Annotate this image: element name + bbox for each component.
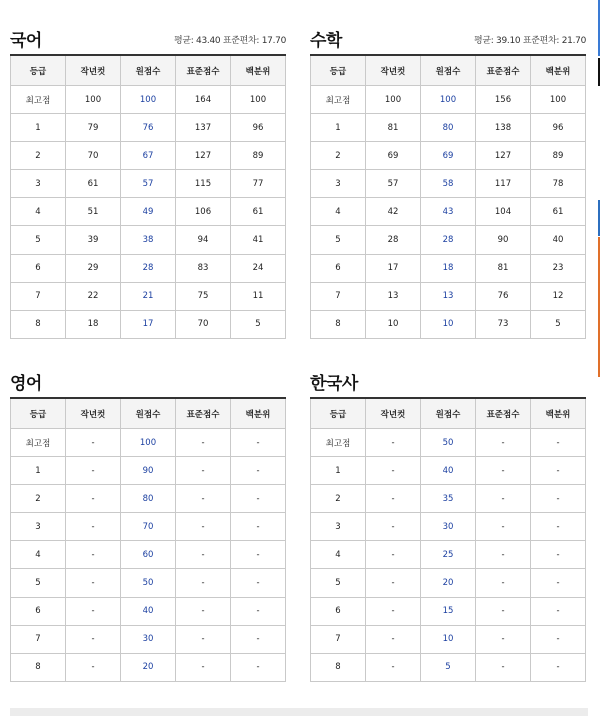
table-header-row: [11, 55, 286, 86]
standard-score-cell: 81: [476, 254, 531, 282]
last-year-cut-cell: 69: [366, 142, 421, 170]
standard-score-cell: -: [476, 569, 531, 597]
last-year-cut-cell: -: [366, 429, 421, 457]
column-header-last-year-cut: 작년컷: [366, 398, 421, 429]
column-header-raw-score: 원점수: [421, 55, 476, 86]
percentile-cell: -: [531, 513, 586, 541]
percentile-cell: 11: [231, 282, 286, 310]
table-header-row: [11, 398, 286, 429]
standard-score-cell: -: [476, 485, 531, 513]
raw-score-cell: 21: [121, 282, 176, 310]
standard-score-cell: 90: [476, 226, 531, 254]
subject-math: [310, 26, 586, 339]
table-row: [11, 653, 286, 681]
column-header-standard-score: 표준점수: [176, 398, 231, 429]
raw-score-cell: 100: [421, 86, 476, 114]
last-year-cut-cell: -: [366, 625, 421, 653]
column-header-percentile: 백분위: [531, 398, 586, 429]
last-year-cut-cell: -: [66, 485, 121, 513]
percentile-cell: 5: [231, 310, 286, 338]
table-row: [311, 485, 586, 513]
percentile-cell: 100: [231, 86, 286, 114]
last-year-cut-cell: -: [66, 513, 121, 541]
last-year-cut-cell: 13: [366, 282, 421, 310]
table-row: [311, 429, 586, 457]
table-row: [11, 170, 286, 198]
raw-score-cell: 20: [421, 569, 476, 597]
last-year-cut-cell: -: [366, 513, 421, 541]
percentile-cell: 41: [231, 226, 286, 254]
table-row: [11, 198, 286, 226]
last-year-cut-cell: 57: [366, 170, 421, 198]
table-row: [11, 114, 286, 142]
last-year-cut-cell: 100: [366, 86, 421, 114]
last-year-cut-cell: 42: [366, 198, 421, 226]
standard-score-cell: 137: [176, 114, 231, 142]
percentile-cell: -: [231, 457, 286, 485]
raw-score-cell: 90: [121, 457, 176, 485]
raw-score-cell: 38: [121, 226, 176, 254]
standard-score-cell: -: [176, 569, 231, 597]
table-row: [311, 142, 586, 170]
raw-score-cell: 70: [121, 513, 176, 541]
raw-score-cell: 17: [121, 310, 176, 338]
section-stats: 평균: 43.40 표준편차: 17.70: [173, 36, 286, 46]
column-header-raw-score: 원점수: [121, 398, 176, 429]
subject-korean-history: [310, 369, 586, 682]
percentile-cell: -: [231, 597, 286, 625]
table-row: [311, 653, 586, 681]
percentile-cell: -: [531, 457, 586, 485]
percentile-cell: -: [231, 625, 286, 653]
last-year-cut-cell: 61: [66, 170, 121, 198]
standard-score-cell: 127: [176, 142, 231, 170]
percentile-cell: 89: [531, 142, 586, 170]
raw-score-cell: 58: [421, 170, 476, 198]
grade-cell: 4: [11, 541, 66, 569]
section-header: [310, 369, 586, 397]
raw-score-cell: 57: [121, 170, 176, 198]
standard-score-cell: 138: [476, 114, 531, 142]
table-row: [311, 254, 586, 282]
table-row: [11, 86, 286, 114]
last-year-cut-cell: 29: [66, 254, 121, 282]
raw-score-cell: 80: [421, 114, 476, 142]
percentile-cell: -: [231, 569, 286, 597]
raw-score-cell: 60: [121, 541, 176, 569]
score-table: [310, 397, 586, 682]
percentile-cell: 61: [231, 198, 286, 226]
last-year-cut-cell: -: [66, 429, 121, 457]
grade-cell: 8: [11, 310, 66, 338]
raw-score-cell: 49: [121, 198, 176, 226]
grade-cell: 8: [311, 310, 366, 338]
percentile-cell: -: [231, 541, 286, 569]
table-row: [311, 198, 586, 226]
subject-english: [10, 369, 286, 682]
table-row: [11, 254, 286, 282]
grade-cell: 2: [11, 142, 66, 170]
percentile-cell: 100: [531, 86, 586, 114]
standard-score-cell: -: [176, 625, 231, 653]
table-row: [11, 226, 286, 254]
grade-cell: 6: [311, 254, 366, 282]
raw-score-cell: 80: [121, 485, 176, 513]
percentile-cell: -: [531, 429, 586, 457]
grade-cell: 3: [11, 170, 66, 198]
percentile-cell: -: [531, 653, 586, 681]
grade-cell: 1: [11, 457, 66, 485]
grade-cell: 7: [11, 282, 66, 310]
column-header-standard-score: 표준점수: [476, 55, 531, 86]
standard-score-cell: 156: [476, 86, 531, 114]
grade-cell: 1: [11, 114, 66, 142]
last-year-cut-cell: 22: [66, 282, 121, 310]
last-year-cut-cell: 51: [66, 198, 121, 226]
grade-cell: 2: [311, 142, 366, 170]
standard-score-cell: -: [176, 513, 231, 541]
last-year-cut-cell: -: [366, 485, 421, 513]
column-header-grade: 등급: [11, 55, 66, 86]
grade-cell: 5: [311, 569, 366, 597]
grade-cell: 6: [11, 597, 66, 625]
table-row: [311, 541, 586, 569]
grade-cell: 5: [11, 569, 66, 597]
raw-score-cell: 100: [121, 429, 176, 457]
last-year-cut-cell: -: [366, 653, 421, 681]
grade-cell: 8: [311, 653, 366, 681]
column-header-last-year-cut: 작년컷: [366, 55, 421, 86]
table-row: [311, 170, 586, 198]
column-header-percentile: 백분위: [531, 55, 586, 86]
raw-score-cell: 30: [421, 513, 476, 541]
table-row: [311, 86, 586, 114]
last-year-cut-cell: 10: [366, 310, 421, 338]
section-title: 국어: [10, 31, 42, 51]
standard-score-cell: -: [176, 485, 231, 513]
standard-score-cell: -: [476, 625, 531, 653]
table-row: [11, 513, 286, 541]
grade-cell: 2: [311, 485, 366, 513]
standard-score-cell: 70: [176, 310, 231, 338]
table-row: [311, 282, 586, 310]
raw-score-cell: 28: [121, 254, 176, 282]
grade-cell: 최고점: [311, 429, 366, 457]
standard-score-cell: 83: [176, 254, 231, 282]
grade-cell: 7: [11, 625, 66, 653]
table-row: [11, 625, 286, 653]
table-row: [311, 513, 586, 541]
table-header-row: [311, 398, 586, 429]
column-header-standard-score: 표준점수: [476, 398, 531, 429]
standard-score-cell: 115: [176, 170, 231, 198]
column-header-grade: 등급: [11, 398, 66, 429]
percentile-cell: 5: [531, 310, 586, 338]
standard-score-cell: -: [476, 541, 531, 569]
table-row: [11, 457, 286, 485]
last-year-cut-cell: -: [366, 457, 421, 485]
last-year-cut-cell: -: [366, 541, 421, 569]
standard-score-cell: -: [476, 653, 531, 681]
grade-cell: 4: [311, 198, 366, 226]
table-row: [311, 114, 586, 142]
column-header-standard-score: 표준점수: [176, 55, 231, 86]
raw-score-cell: 35: [421, 485, 476, 513]
percentile-cell: 77: [231, 170, 286, 198]
last-year-cut-cell: 79: [66, 114, 121, 142]
score-table: [10, 397, 286, 682]
last-year-cut-cell: 81: [366, 114, 421, 142]
percentile-cell: 78: [531, 170, 586, 198]
raw-score-cell: 43: [421, 198, 476, 226]
raw-score-cell: 76: [121, 114, 176, 142]
percentile-cell: -: [231, 485, 286, 513]
standard-score-cell: 127: [476, 142, 531, 170]
section-title: 한국사: [310, 374, 358, 394]
column-header-raw-score: 원점수: [121, 55, 176, 86]
table-row: [311, 310, 586, 338]
standard-score-cell: -: [476, 597, 531, 625]
table-row: [311, 226, 586, 254]
raw-score-cell: 40: [121, 597, 176, 625]
last-year-cut-cell: -: [66, 457, 121, 485]
grade-cell: 2: [11, 485, 66, 513]
grade-cell: 5: [11, 226, 66, 254]
table-row: [11, 282, 286, 310]
last-year-cut-cell: -: [66, 541, 121, 569]
table-row: [11, 485, 286, 513]
percentile-cell: -: [531, 597, 586, 625]
raw-score-cell: 100: [121, 86, 176, 114]
grade-cell: 6: [311, 597, 366, 625]
column-header-percentile: 백분위: [231, 55, 286, 86]
last-year-cut-cell: 70: [66, 142, 121, 170]
grade-cell: 4: [311, 541, 366, 569]
last-year-cut-cell: 28: [366, 226, 421, 254]
raw-score-cell: 50: [121, 569, 176, 597]
grade-cell: 6: [11, 254, 66, 282]
table-row: [311, 569, 586, 597]
grade-cell: 8: [11, 653, 66, 681]
raw-score-cell: 30: [121, 625, 176, 653]
grade-cell: 3: [11, 513, 66, 541]
column-header-last-year-cut: 작년컷: [66, 55, 121, 86]
raw-score-cell: 67: [121, 142, 176, 170]
grade-cell: 최고점: [311, 86, 366, 114]
standard-score-cell: -: [176, 541, 231, 569]
standard-score-cell: 75: [176, 282, 231, 310]
column-header-grade: 등급: [311, 398, 366, 429]
section-header: [310, 26, 586, 54]
percentile-cell: -: [531, 541, 586, 569]
percentile-cell: 12: [531, 282, 586, 310]
section-header: [10, 26, 286, 54]
table-row: [11, 597, 286, 625]
column-header-last-year-cut: 작년컷: [66, 398, 121, 429]
raw-score-cell: 50: [421, 429, 476, 457]
percentile-cell: -: [231, 429, 286, 457]
raw-score-cell: 5: [421, 653, 476, 681]
subject-korean: [10, 26, 286, 339]
raw-score-cell: 18: [421, 254, 476, 282]
last-year-cut-cell: 39: [66, 226, 121, 254]
raw-score-cell: 40: [421, 457, 476, 485]
table-row: [11, 142, 286, 170]
column-header-grade: 등급: [311, 55, 366, 86]
section-header: [10, 369, 286, 397]
last-year-cut-cell: 100: [66, 86, 121, 114]
percentile-cell: -: [231, 653, 286, 681]
grade-cell: 1: [311, 114, 366, 142]
percentile-cell: 96: [531, 114, 586, 142]
table-row: [311, 457, 586, 485]
percentile-cell: 23: [531, 254, 586, 282]
standard-score-cell: -: [176, 597, 231, 625]
percentile-cell: -: [531, 485, 586, 513]
grade-cell: 3: [311, 170, 366, 198]
raw-score-cell: 13: [421, 282, 476, 310]
table-row: [11, 429, 286, 457]
footer-bar: [10, 708, 588, 716]
standard-score-cell: 104: [476, 198, 531, 226]
grade-cell: 4: [11, 198, 66, 226]
table-row: [311, 597, 586, 625]
grade-cell: 5: [311, 226, 366, 254]
grade-cell: 7: [311, 625, 366, 653]
raw-score-cell: 28: [421, 226, 476, 254]
percentile-cell: 96: [231, 114, 286, 142]
standard-score-cell: 106: [176, 198, 231, 226]
section-title: 수학: [310, 31, 342, 51]
percentile-cell: -: [531, 569, 586, 597]
section-stats: 평균: 39.10 표준편차: 21.70: [473, 36, 586, 46]
last-year-cut-cell: -: [66, 569, 121, 597]
table-header-row: [311, 55, 586, 86]
raw-score-cell: 10: [421, 625, 476, 653]
last-year-cut-cell: -: [66, 625, 121, 653]
raw-score-cell: 69: [421, 142, 476, 170]
percentile-cell: 61: [531, 198, 586, 226]
percentile-cell: 24: [231, 254, 286, 282]
standard-score-cell: -: [476, 513, 531, 541]
grade-cell: 1: [311, 457, 366, 485]
standard-score-cell: -: [476, 457, 531, 485]
grade-cell: 3: [311, 513, 366, 541]
section-title: 영어: [10, 374, 42, 394]
grade-cell: 최고점: [11, 429, 66, 457]
table-row: [11, 310, 286, 338]
standard-score-cell: 94: [176, 226, 231, 254]
standard-score-cell: -: [176, 429, 231, 457]
grade-cell: 7: [311, 282, 366, 310]
table-row: [11, 569, 286, 597]
table-row: [11, 541, 286, 569]
raw-score-cell: 20: [121, 653, 176, 681]
last-year-cut-cell: -: [366, 569, 421, 597]
score-table: [10, 54, 286, 339]
standard-score-cell: 76: [476, 282, 531, 310]
standard-score-cell: 117: [476, 170, 531, 198]
column-header-percentile: 백분위: [231, 398, 286, 429]
last-year-cut-cell: -: [66, 597, 121, 625]
standard-score-cell: -: [176, 653, 231, 681]
table-row: [311, 625, 586, 653]
raw-score-cell: 15: [421, 597, 476, 625]
standard-score-cell: -: [476, 429, 531, 457]
percentile-cell: 40: [531, 226, 586, 254]
column-header-raw-score: 원점수: [421, 398, 476, 429]
percentile-cell: 89: [231, 142, 286, 170]
last-year-cut-cell: 18: [66, 310, 121, 338]
score-table: [310, 54, 586, 339]
percentile-cell: -: [231, 513, 286, 541]
standard-score-cell: 164: [176, 86, 231, 114]
grade-cell: 최고점: [11, 86, 66, 114]
raw-score-cell: 10: [421, 310, 476, 338]
standard-score-cell: -: [176, 457, 231, 485]
last-year-cut-cell: -: [366, 597, 421, 625]
standard-score-cell: 73: [476, 310, 531, 338]
percentile-cell: -: [531, 625, 586, 653]
last-year-cut-cell: -: [66, 653, 121, 681]
last-year-cut-cell: 17: [366, 254, 421, 282]
raw-score-cell: 25: [421, 541, 476, 569]
